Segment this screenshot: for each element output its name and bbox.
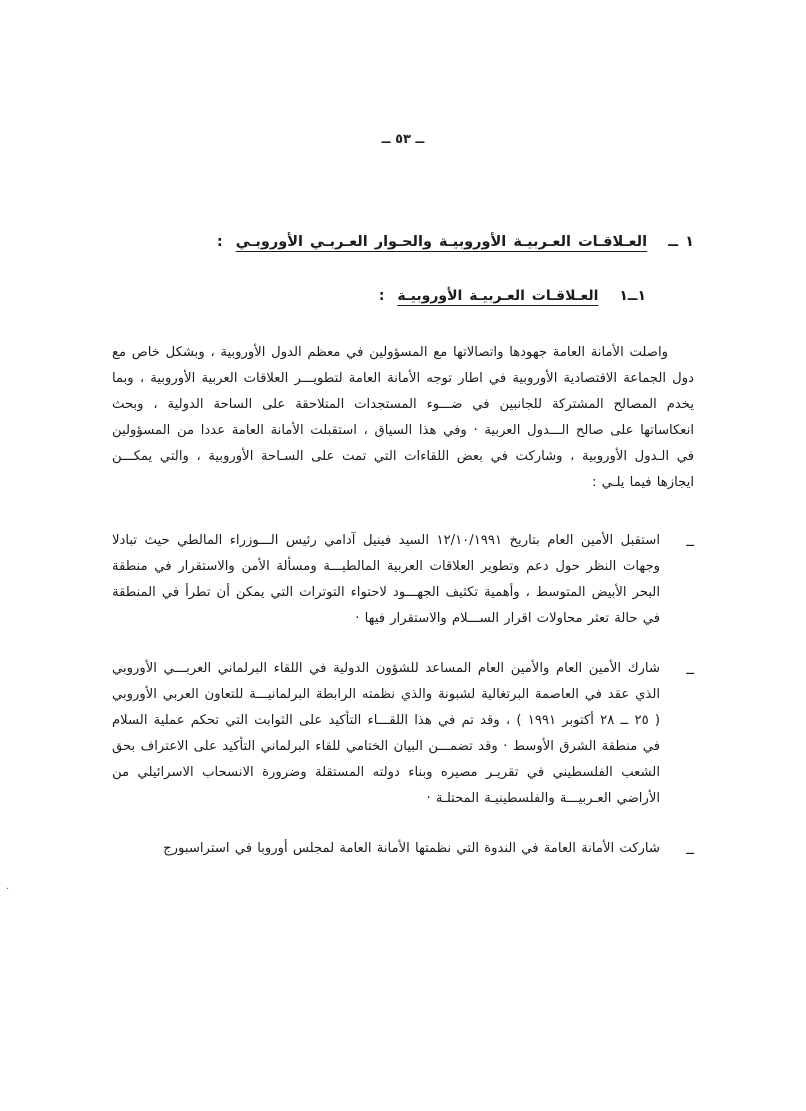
- bullet-dash: ــ: [686, 535, 694, 550]
- section-number: ١ ــ: [668, 234, 694, 250]
- subsection-colon: :: [378, 288, 385, 304]
- bullet-dash: ــ: [686, 843, 694, 858]
- scan-artifact-dot: ·: [6, 884, 10, 895]
- list-item: [112, 836, 694, 864]
- section-heading: [112, 234, 694, 250]
- bullet-dash: ــ: [686, 663, 694, 678]
- list-item: [112, 656, 694, 812]
- bullet-text: شارك الأمين العام والأمين العام المساعد للشؤون الدولية في اللقاء البرلماني العربـــي الأوروبي الذي عقد في العاصمة البرتغالية لشبونة والذي نظمته الرابطة البرلمانيـــة للتعاون العربي الأوروبي ( ٢٥ ــ ٢٨ أكتوبر ١٩٩١ ) ، وقد تم في هذا اللقـــاء التأكيد على الثوابت التي تحكم عملية السلام في منطقة الشرق الأوسط · وقد تضمـــن البيان الختامي للقاء البرلماني التأكيد على الاعتراف بحق الشعب الفلسطيني في تقريـر مصيره وبناء دولته المستقلة وضرورة الانسحاب الاسرائيلي من الأراضي العـربيـــة والفلسطينيـة المحتلـة ·: [112, 661, 661, 806]
- bullet-text: استقبل الأمين العام بتاريخ ١٢/١٠/١٩٩١ السيد فينيل آدامي رئيس الـــوزراء المالطي حيث تبادلا وجهات النظر حول دعم وتطوير العلاقات العربية المالطيـــة ومسألة الأمن والاستقرار في منطقة البحر الأبيض المتوسط ، وأهمية تكثيف الجهـــود لاحتواء التوترات التي يمكن أن تطرأ في المنطقة في حالة تعثر محاولات اقرار الســـلام والاستقرار فيها ·: [112, 533, 661, 626]
- page-number: ــ ٥٣ ــ: [381, 132, 425, 147]
- subsection-title: العـلاقـات العـربيـة الأوروبيـة: [397, 288, 599, 304]
- list-item: [112, 528, 694, 632]
- subsection-heading: [112, 288, 646, 304]
- intro-paragraph: واصلت الأمانة العامة جهودها واتصالاتها مع المسؤولين في معظم الدول الأوروبية ، وبشكل خاص مع دول الجماعة الاقتصادية الأوروبية في اطار توجه الأمانة العامة لتطويـــر العلاقات العربية الأوروبية ، وبما يخدم المصالح المشتركة للجانبين في ضـــوء المستجدات المتلاحقة على الساحة الدولية ، وبحث انعكاساتها على صالح الـــدول العربية · وفي هذا السياق ، استقبلت الأمانة العامة عددا من المسؤولين في الـدول الأوروبية ، وشاركت في بعض اللقاءات التي تمت على السـاحة الأوروبية ، والتي يمكـــن ايجازها فيما يلـي :: [112, 345, 694, 490]
- document-content: [112, 234, 694, 888]
- bullet-text: شاركت الأمانة العامة في الندوة التي نظمتها الأمانة العامة لمجلس أوروبا في استراسبورج: [163, 841, 660, 856]
- section-title: العـلاقـات العـربيـة الأوروبيـة والحـوار العـربـي الأوروبـي: [235, 234, 648, 250]
- subsection-number: ١ــ١: [619, 288, 646, 304]
- section-colon: :: [216, 234, 223, 250]
